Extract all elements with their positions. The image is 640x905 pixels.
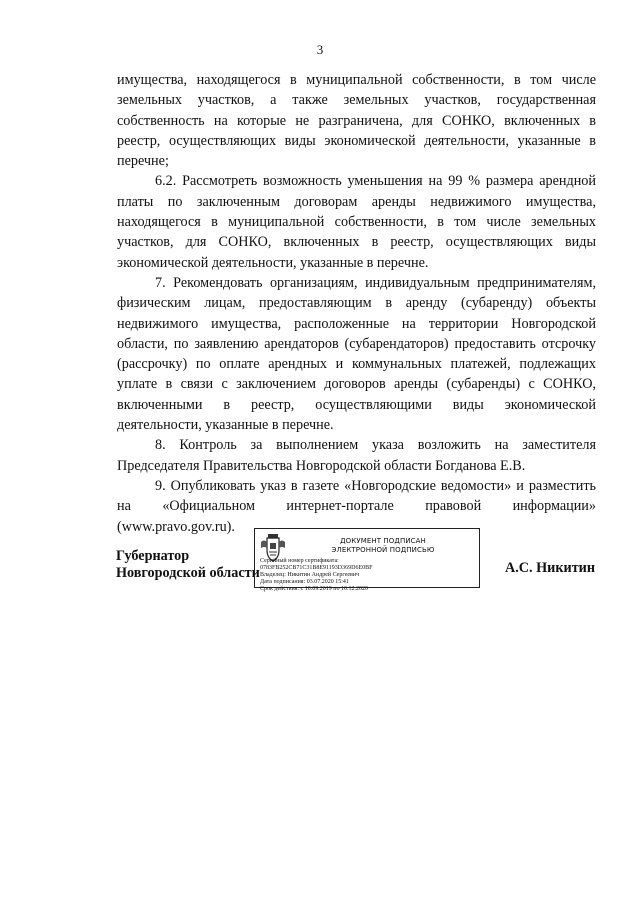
signatory-title-line1: Губернатор: [116, 548, 190, 564]
signatory-name: А.С. Никитин: [505, 560, 596, 576]
paragraph-7: 7. Рекомендовать организациям, индивидуальным предпринимателям, физическим лицам, предоставляющим в аренду (субаренду) объекты недвижимого имущества, расположенные на территории Новгородской области, по заявлению арендаторов (субарендаторов) предоставить отсрочку (рассрочку) по оплате арендных и коммунальных платежей, подлежащих уплате в связи с заключением договоров аренды (субаренды) с СОНКО, включенными в реестр, осуществляющими виды экономической деятельности, указанные в перечне.: [117, 274, 596, 434]
paragraph-8: 8. Контроль за выполнением указа возложить на заместителя Председателя Правительства Новгородской области Богданова Е.В.: [117, 437, 596, 474]
document-body: [117, 70, 596, 537]
stamp-validity: Срок действия: с 10.09.2019 по 10.12.2020: [260, 586, 368, 592]
signatory-title: [116, 548, 260, 582]
stamp-details: [260, 558, 478, 593]
electronic-signature-stamp: [254, 528, 480, 592]
paragraph-6-2: 6.2. Рассмотреть возможность уменьшения на 99 % размера арендной платы по заключенным договорам аренды недвижимого имущества, находящегося в муниципальной собственности, в том числе земельных участков, для СОНКО, включенных в реестр, осуществляющих виды экономической деятельности, указанные в перечне.: [117, 173, 596, 271]
stamp-heading: [293, 537, 473, 555]
stamp-heading-line2: ЭЛЕКТРОННОЙ ПОДПИСЬЮ: [331, 546, 435, 554]
stamp-heading-line1: ДОКУМЕНТ ПОДПИСАН: [340, 537, 426, 545]
stamp-owner: Владелец: Никитин Андрей Сергеевич: [260, 572, 360, 578]
paragraph-continuation: имущества, находящегося в муниципальной собственности, в том числе земельных участков, а также земельных участков, государственная собственность на которые не разграничена, для СОНКО, включенных в реестр, осуществляющих виды экономической деятельности, указанные в перечне;: [117, 72, 596, 170]
stamp-serial: 0783FB252CB71C31B8E91193D369D6E0BF: [260, 565, 373, 571]
page-number: 3: [316, 42, 324, 57]
signatory-title-line2: Новгородской области: [116, 565, 260, 581]
stamp-serial-label: Серийный номер сертификата:: [260, 558, 339, 564]
stamp-signed-date: Дата подписания: 03.07.2020 15:41: [260, 579, 349, 585]
paragraph-9: 9. Опубликовать указ в газете «Новгородские ведомости» и разместить на «Официальном интернет-портале правовой информации» (www.pravo.gov.ru).: [117, 477, 596, 535]
